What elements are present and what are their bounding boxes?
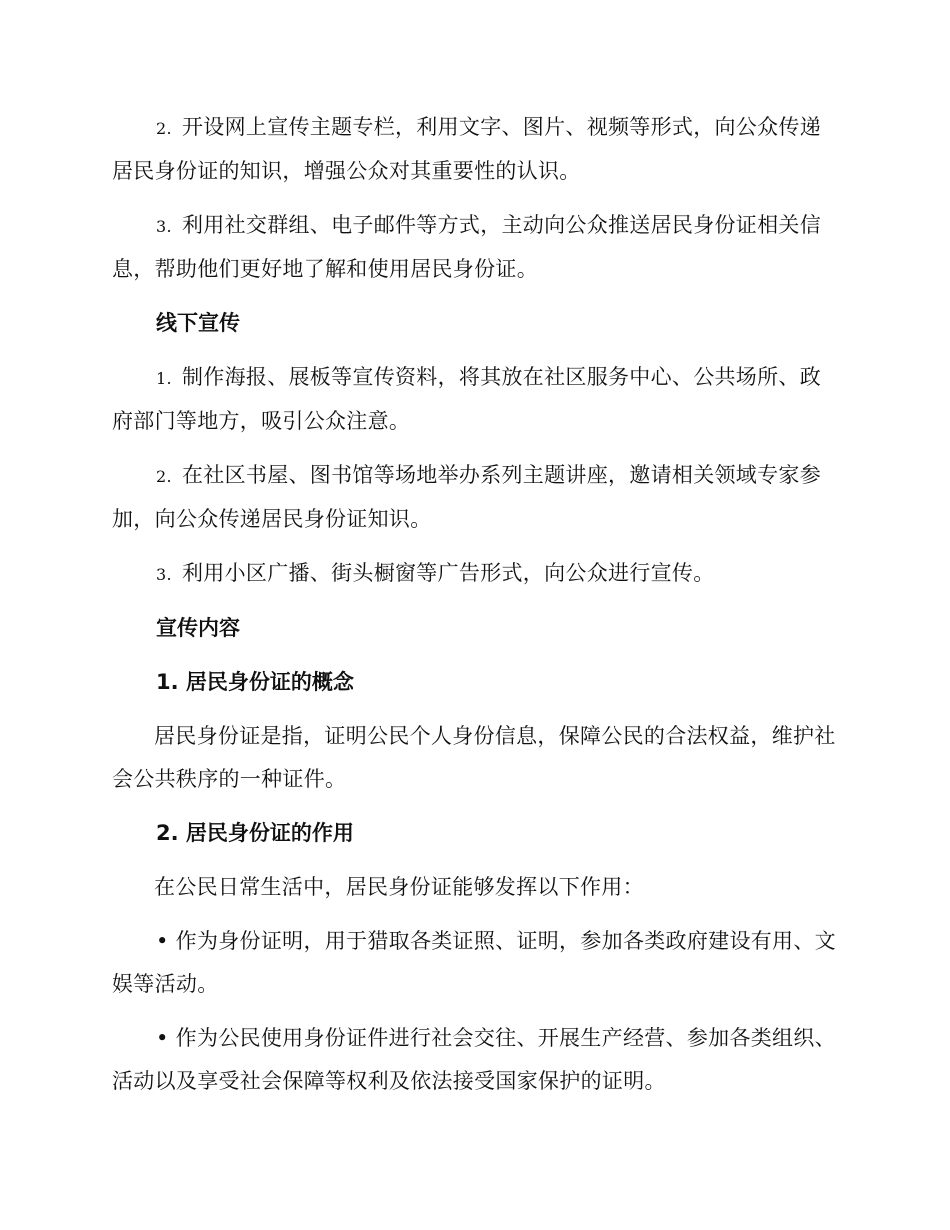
numbered-paragraph	[112, 356, 836, 443]
numbered-paragraph	[112, 106, 836, 193]
item-number: 2.	[156, 467, 172, 486]
section-heading: 线下宣传	[156, 311, 240, 335]
item-number: 1.	[156, 369, 172, 388]
section-heading: 宣传内容	[156, 616, 240, 640]
numbered-paragraph	[112, 204, 836, 291]
body-paragraph: 在公民日常生活中，居民身份证能够发挥以下作用：	[154, 875, 644, 899]
bullet-paragraph: • 作为身份证明，用于猎取各类证照、证明，参加各类政府建设有用、文娱等活动。	[112, 929, 836, 996]
numbered-paragraph	[112, 454, 836, 541]
paragraph-text: 开设网上宣传主题专栏，利用文字、图片、视频等形式，向公众传递居民身份证的知识，增强公众对其重要性的认识。	[112, 115, 821, 183]
numbered-paragraph	[112, 552, 836, 596]
document-body	[112, 106, 836, 1114]
body-paragraph: 居民身份证是指，证明公民个人身份信息，保障公民的合法权益，维护社会公共秩序的一种证件。	[112, 724, 836, 791]
subsection-heading: 1. 居民身份证的概念	[156, 670, 354, 694]
paragraph-text: 在社区书屋、图书馆等场地举办系列主题讲座，邀请相关领域专家参加，向公众传递居民身份证知识。	[112, 463, 821, 531]
item-number: 2.	[156, 119, 172, 138]
paragraph-text: 制作海报、展板等宣传资料，将其放在社区服务中心、公共场所、政府部门等地方，吸引公众注意。	[112, 365, 821, 433]
paragraph-text: 利用小区广播、街头橱窗等广告形式，向公众进行宣传。	[182, 561, 715, 585]
subsection-heading: 2. 居民身份证的作用	[156, 821, 354, 845]
paragraph-text: 利用社交群组、电子邮件等方式，主动向公众推送居民身份证相关信息，帮助他们更好地了解和使用居民身份证。	[112, 213, 821, 281]
item-number: 3.	[156, 217, 172, 236]
item-number: 3.	[156, 565, 172, 584]
bullet-paragraph: • 作为公民使用身份证件进行社会交往、开展生产经营、参加各类组织、活动以及享受社会保障等权利及依法接受国家保护的证明。	[112, 1026, 836, 1093]
